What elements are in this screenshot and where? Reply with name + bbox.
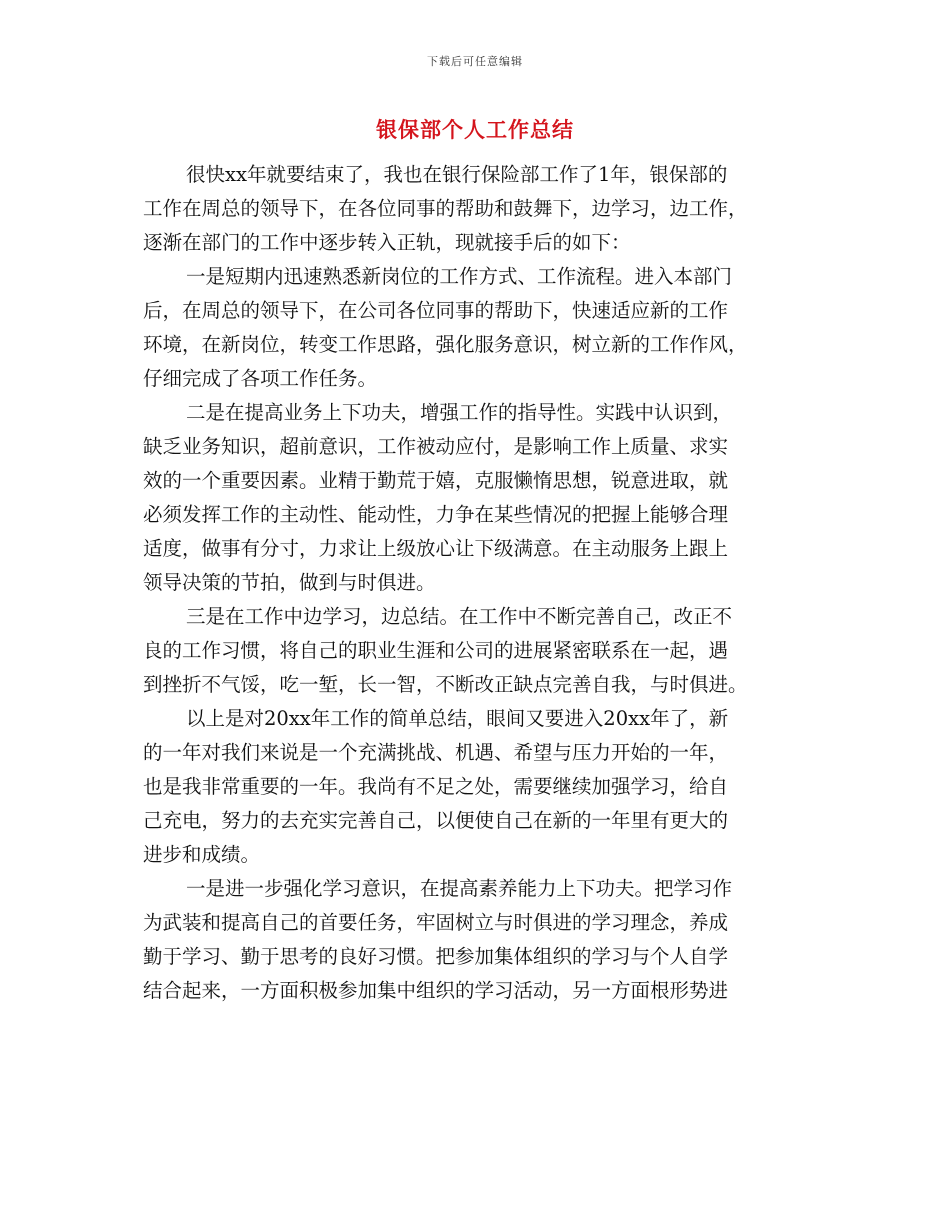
- paragraph-line: 良的工作习惯，将自己的职业生涯和公司的进展紧密联系在一起，遇: [143, 639, 729, 662]
- page-header-note: 下载后可任意编辑: [427, 55, 523, 68]
- paragraph-line: 适度，做事有分寸，力求让上级放心让下级满意。在主动服务上跟上: [143, 537, 729, 560]
- paragraph-line: 逐渐在部门的工作中逐步转入正轨，现就接手后的如下：: [143, 231, 631, 254]
- document-body: [143, 158, 809, 1008]
- paragraph-line: 以上是对20xx年工作的简单总结，眼间又要进入20xx年了，新: [186, 707, 729, 730]
- paragraph-line: 己充电，努力的去充实完善自己，以便使自己在新的一年里有更大的: [143, 809, 729, 832]
- paragraph-line: 二是在提高业务上下功夫，增强工作的指导性。实践中认识到，: [186, 401, 733, 424]
- paragraph-line: 必须发挥工作的主动性、能动性，力争在某些情况的把握上能够合理: [143, 503, 729, 526]
- paragraph-line: 仔细完成了各项工作任务。: [143, 367, 378, 390]
- paragraph-line: 很快xx年就要结束了，我也在银行保险部工作了1年，银保部的: [186, 163, 728, 186]
- document-title: 银保部个人工作总结: [376, 118, 574, 142]
- paragraph-line: 一是进一步强化学习意识，在提高素养能力上下功夫。把学习作: [186, 877, 733, 900]
- paragraph-line: 结合起来，一方面积极参加集中组织的学习活动，另一方面根形势进: [143, 979, 729, 1002]
- paragraph-line: 后，在周总的领导下，在公司各位同事的帮助下，快速适应新的工作: [143, 299, 729, 322]
- paragraph-line: 环境，在新岗位，转变工作思路，强化服务意识，树立新的工作作风，: [143, 333, 748, 356]
- paragraph-line: 三是在工作中边学习，边总结。在工作中不断完善自己，改正不: [186, 605, 733, 628]
- paragraph-line: 的一年对我们来说是一个充满挑战、机遇、希望与压力开始的一年，: [143, 741, 729, 764]
- paragraph-line: 也是我非常重要的一年。我尚有不足之处，需要继续加强学习，给自: [143, 775, 729, 798]
- paragraph-line: 领导决策的节拍，做到与时俱进。: [143, 571, 436, 594]
- paragraph-line: 缺乏业务知识，超前意识，工作被动应付，是影响工作上质量、求实: [143, 435, 729, 458]
- paragraph-line: 勤于学习、勤于思考的良好习惯。把参加集体组织的学习与个人自学: [143, 945, 729, 968]
- paragraph-line: 效的一个重要因素。业精于勤荒于嬉，克服懒惰思想，锐意进取，就: [143, 469, 729, 492]
- paragraph-line: 工作在周总的领导下，在各位同事的帮助和鼓舞下，边学习，边工作，: [143, 197, 748, 220]
- paragraph-line: 进步和成绩。: [143, 843, 261, 866]
- paragraph-line: 为武装和提高自己的首要任务，牢固树立与时俱进的学习理念，养成: [143, 911, 729, 934]
- paragraph-line: 一是短期内迅速熟悉新岗位的工作方式、工作流程。进入本部门: [186, 265, 733, 288]
- paragraph-line: 到挫折不气馁，吃一堑，长一智，不断改正缺点完善自我，与时俱进。: [143, 673, 748, 696]
